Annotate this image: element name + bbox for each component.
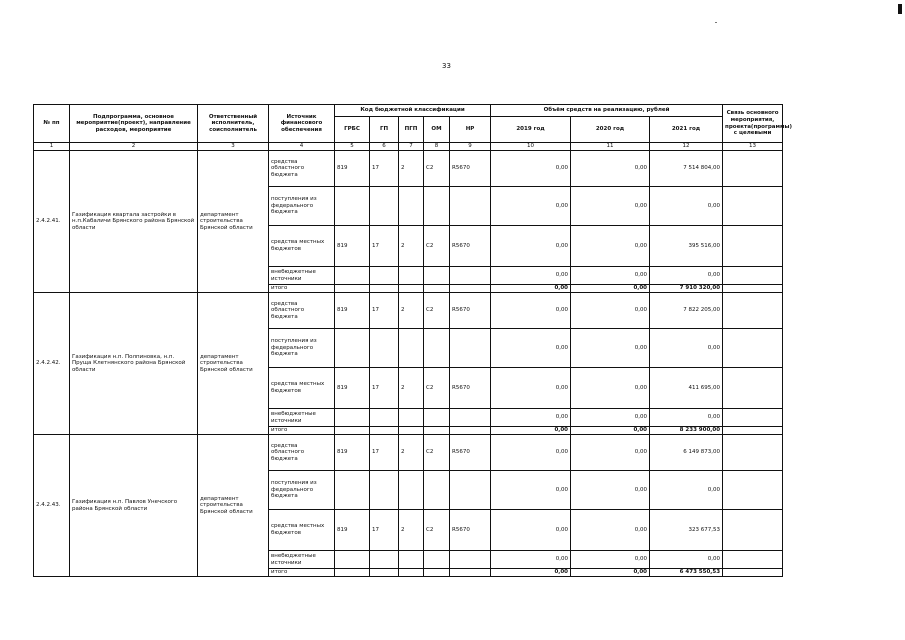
source-cell: средства областного бюджета	[269, 293, 335, 329]
pgp-cell	[399, 329, 424, 368]
amount-2019-cell: 0,00	[491, 368, 571, 409]
amount-2020-cell: 0,00	[571, 267, 650, 285]
gp-cell: 17	[370, 368, 399, 409]
om-cell	[424, 285, 450, 293]
gp-cell	[370, 551, 399, 569]
amount-2021-cell: 7 822 205,00	[650, 293, 723, 329]
pgp-cell	[399, 471, 424, 510]
scan-artifact	[715, 22, 717, 23]
col-number: 3	[198, 143, 269, 151]
gp-cell	[370, 471, 399, 510]
grbs-cell	[335, 569, 370, 577]
amount-2021-cell: 323 677,53	[650, 510, 723, 551]
source-cell: средства местных бюджетов	[269, 226, 335, 267]
scan-corner-mark	[898, 4, 902, 14]
gp-cell	[370, 285, 399, 293]
gp-cell	[370, 187, 399, 226]
col-number: 7	[399, 143, 424, 151]
link-cell	[723, 151, 783, 187]
amount-2020-cell: 0,00	[571, 368, 650, 409]
table-row	[34, 435, 783, 471]
link-cell	[723, 267, 783, 285]
header-grbs: ГРБС	[335, 117, 370, 143]
executor-cell: департамент строительства Брянской области	[198, 151, 269, 293]
pgp-cell: 2	[399, 226, 424, 267]
amount-2020-cell: 0,00	[571, 187, 650, 226]
pgp-cell: 2	[399, 510, 424, 551]
om-cell: С2	[424, 151, 450, 187]
amount-2020-cell: 0,00	[571, 427, 650, 435]
header-om: ОМ	[424, 117, 450, 143]
nr-cell	[450, 267, 491, 285]
amount-2020-cell: 0,00	[571, 510, 650, 551]
gp-cell	[370, 267, 399, 285]
nr-cell: R5670	[450, 435, 491, 471]
header-2020: 2020 год	[571, 117, 650, 143]
source-cell: итого	[269, 569, 335, 577]
amount-2021-cell: 6 149 873,00	[650, 435, 723, 471]
om-cell	[424, 187, 450, 226]
col-number: 6	[370, 143, 399, 151]
amount-2020-cell: 0,00	[571, 226, 650, 267]
grbs-cell: 819	[335, 151, 370, 187]
item-number-cell: 2.4.2.43.	[34, 435, 70, 577]
amount-2019-cell: 0,00	[491, 569, 571, 577]
amount-2021-cell: 8 233 900,00	[650, 427, 723, 435]
amount-2021-cell: 411 695,00	[650, 368, 723, 409]
amount-2019-cell: 0,00	[491, 471, 571, 510]
link-cell	[723, 427, 783, 435]
link-cell	[723, 187, 783, 226]
amount-2020-cell: 0,00	[571, 329, 650, 368]
source-cell: поступления из федерального бюджета	[269, 187, 335, 226]
source-cell: поступления из федерального бюджета	[269, 471, 335, 510]
header-pgp: ПГП	[399, 117, 424, 143]
gp-cell: 17	[370, 293, 399, 329]
link-cell	[723, 293, 783, 329]
header-2021: 2021 год	[650, 117, 723, 143]
grbs-cell: 819	[335, 226, 370, 267]
source-cell: средства местных бюджетов	[269, 510, 335, 551]
amount-2019-cell: 0,00	[491, 267, 571, 285]
amount-2019-cell: 0,00	[491, 435, 571, 471]
pgp-cell	[399, 267, 424, 285]
amount-2021-cell: 0,00	[650, 267, 723, 285]
col-number: 2	[70, 143, 198, 151]
source-cell: итого	[269, 427, 335, 435]
col-number: 5	[335, 143, 370, 151]
amount-2019-cell: 0,00	[491, 551, 571, 569]
nr-cell	[450, 569, 491, 577]
pgp-cell: 2	[399, 368, 424, 409]
source-cell: средства местных бюджетов	[269, 368, 335, 409]
header-executor: Ответственный исполнитель, соисполнитель	[198, 105, 269, 143]
amount-2020-cell: 0,00	[571, 435, 650, 471]
amount-2020-cell: 0,00	[571, 409, 650, 427]
table-row	[34, 293, 783, 329]
amount-2021-cell: 6 473 550,53	[650, 569, 723, 577]
om-cell	[424, 569, 450, 577]
grbs-cell: 819	[335, 293, 370, 329]
item-number-cell: 2.4.2.41.	[34, 151, 70, 293]
om-cell: С2	[424, 226, 450, 267]
executor-cell: департамент строительства Брянской области	[198, 435, 269, 577]
nr-cell	[450, 329, 491, 368]
grbs-cell	[335, 471, 370, 510]
amount-2021-cell: 7 910 320,00	[650, 285, 723, 293]
grbs-cell	[335, 329, 370, 368]
pgp-cell	[399, 409, 424, 427]
amount-2021-cell: 0,00	[650, 471, 723, 510]
om-cell: С2	[424, 368, 450, 409]
gp-cell	[370, 569, 399, 577]
pgp-cell	[399, 427, 424, 435]
amount-2020-cell: 0,00	[571, 551, 650, 569]
grbs-cell	[335, 427, 370, 435]
amount-2020-cell: 0,00	[571, 293, 650, 329]
link-cell	[723, 510, 783, 551]
link-cell	[723, 368, 783, 409]
nr-cell: R5670	[450, 151, 491, 187]
header-gp: ГП	[370, 117, 399, 143]
grbs-cell	[335, 409, 370, 427]
link-cell	[723, 285, 783, 293]
amount-2020-cell: 0,00	[571, 471, 650, 510]
om-cell: С2	[424, 510, 450, 551]
col-number: 10	[491, 143, 571, 151]
link-cell	[723, 329, 783, 368]
col-number: 11	[571, 143, 650, 151]
nr-cell	[450, 471, 491, 510]
source-cell: поступления из федерального бюджета	[269, 329, 335, 368]
header-num: № пп	[34, 105, 70, 143]
item-name-cell: Газификация н.п. Полпиновка, н.п. Пруща Клетнянского района Брянской области	[70, 293, 198, 435]
source-cell: итого	[269, 285, 335, 293]
nr-cell	[450, 285, 491, 293]
link-cell	[723, 409, 783, 427]
gp-cell	[370, 329, 399, 368]
source-cell: средства областного бюджета	[269, 151, 335, 187]
link-cell	[723, 435, 783, 471]
amount-2019-cell: 0,00	[491, 427, 571, 435]
om-cell	[424, 551, 450, 569]
grbs-cell: 819	[335, 368, 370, 409]
page-number: 33	[442, 62, 451, 70]
amount-2021-cell: 0,00	[650, 329, 723, 368]
nr-cell	[450, 551, 491, 569]
header-volume: Объём средств на реализацию, рублей	[491, 105, 723, 117]
nr-cell: R5670	[450, 226, 491, 267]
pgp-cell: 2	[399, 151, 424, 187]
gp-cell	[370, 427, 399, 435]
header-program: Подпрограмма, основное мероприятие(проект), направление расходов, мероприятие	[70, 105, 198, 143]
executor-cell: департамент строительства Брянской области	[198, 293, 269, 435]
amount-2020-cell: 0,00	[571, 151, 650, 187]
source-cell: внебюджетные источники	[269, 267, 335, 285]
amount-2021-cell: 0,00	[650, 187, 723, 226]
grbs-cell: 819	[335, 435, 370, 471]
item-number-cell: 2.4.2.42.	[34, 293, 70, 435]
pgp-cell	[399, 285, 424, 293]
col-number: 12	[650, 143, 723, 151]
nr-cell: R5670	[450, 293, 491, 329]
col-number: 1	[34, 143, 70, 151]
header-budget-code: Код бюджетной классификации	[335, 105, 491, 117]
gp-cell	[370, 409, 399, 427]
header-2019: 2019 год	[491, 117, 571, 143]
amount-2019-cell: 0,00	[491, 409, 571, 427]
amount-2019-cell: 0,00	[491, 510, 571, 551]
item-name-cell: Газификация н.п. Павлов Унечского района Брянской области	[70, 435, 198, 577]
gp-cell: 17	[370, 226, 399, 267]
link-cell	[723, 226, 783, 267]
amount-2021-cell: 7 514 804,00	[650, 151, 723, 187]
om-cell: С2	[424, 435, 450, 471]
amount-2019-cell: 0,00	[491, 293, 571, 329]
gp-cell: 17	[370, 151, 399, 187]
source-cell: средства областного бюджета	[269, 435, 335, 471]
grbs-cell: 819	[335, 510, 370, 551]
source-cell: внебюджетные источники	[269, 551, 335, 569]
link-cell	[723, 471, 783, 510]
header-source: Источник финансового обеспечения	[269, 105, 335, 143]
grbs-cell	[335, 285, 370, 293]
amount-2019-cell: 0,00	[491, 226, 571, 267]
source-cell: внебюджетные источники	[269, 409, 335, 427]
pgp-cell	[399, 187, 424, 226]
grbs-cell	[335, 551, 370, 569]
col-number: 13	[723, 143, 783, 151]
nr-cell	[450, 187, 491, 226]
amount-2020-cell: 0,00	[571, 285, 650, 293]
nr-cell: R5670	[450, 510, 491, 551]
pgp-cell: 2	[399, 293, 424, 329]
nr-cell	[450, 427, 491, 435]
nr-cell: R5670	[450, 368, 491, 409]
link-cell	[723, 551, 783, 569]
amount-2021-cell: 0,00	[650, 551, 723, 569]
header-link: Связь основного мероприятия, проекта(программы) с целевыми	[723, 105, 783, 143]
amount-2021-cell: 395 516,00	[650, 226, 723, 267]
om-cell	[424, 471, 450, 510]
pgp-cell	[399, 551, 424, 569]
om-cell	[424, 409, 450, 427]
amount-2019-cell: 0,00	[491, 187, 571, 226]
table-row	[34, 151, 783, 187]
amount-2019-cell: 0,00	[491, 329, 571, 368]
amount-2020-cell: 0,00	[571, 569, 650, 577]
table-body	[34, 151, 783, 577]
link-cell	[723, 569, 783, 577]
col-number: 4	[269, 143, 335, 151]
header-nr: НР	[450, 117, 491, 143]
item-name-cell: Газификация квартала застройки в н.п.Кабаличи Брянского района Брянской области	[70, 151, 198, 293]
grbs-cell	[335, 187, 370, 226]
om-cell	[424, 329, 450, 368]
gp-cell: 17	[370, 435, 399, 471]
grbs-cell	[335, 267, 370, 285]
om-cell: С2	[424, 293, 450, 329]
amount-2019-cell: 0,00	[491, 151, 571, 187]
pgp-cell	[399, 569, 424, 577]
amount-2019-cell: 0,00	[491, 285, 571, 293]
gp-cell: 17	[370, 510, 399, 551]
column-numbers-row	[34, 143, 783, 151]
om-cell	[424, 427, 450, 435]
om-cell	[424, 267, 450, 285]
col-number: 9	[450, 143, 491, 151]
pgp-cell: 2	[399, 435, 424, 471]
amount-2021-cell: 0,00	[650, 409, 723, 427]
nr-cell	[450, 409, 491, 427]
budget-table	[33, 104, 792, 577]
col-number: 8	[424, 143, 450, 151]
